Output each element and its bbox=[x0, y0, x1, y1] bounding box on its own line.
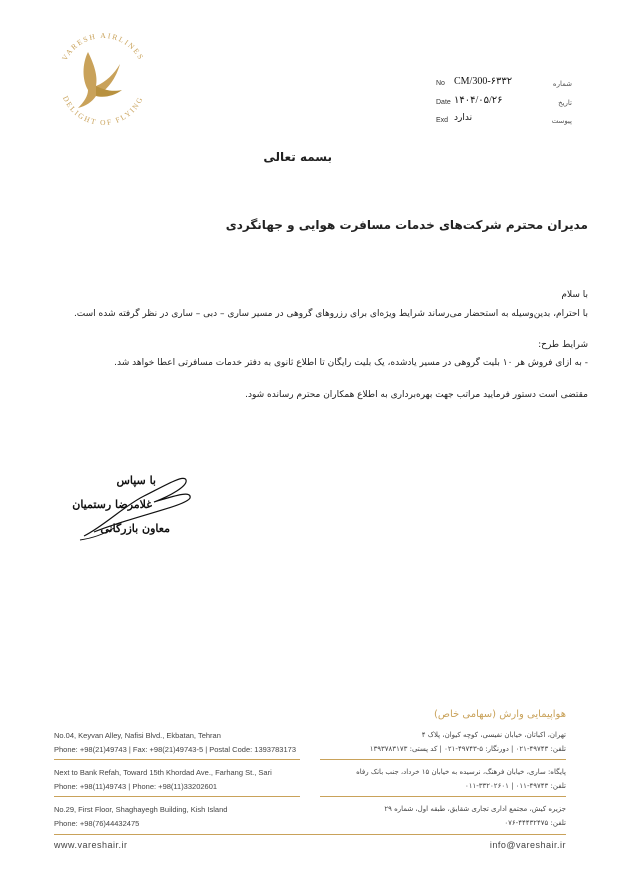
greeting: با سلام bbox=[561, 290, 588, 300]
date-row bbox=[436, 95, 572, 113]
office-sari-phones-fa: تلفن: ۴۹۷۴۳-۰۱۱ | ۳۳۲۰۲۶۰۱-۰۱۱ bbox=[464, 782, 566, 790]
office-tehran-address-fa: تهران، اکباتان، خیابان نفیسی، کوچه کیوان، پلاک ۴ bbox=[421, 731, 566, 739]
condition-1: - به ازای فروش هر ۱۰ بلیت گروهی در مسیر یادشده، یک بلیت رایگان تا اطلاع ثانوی به دفتر خدمات مسافرتی اعطا خواهد شد. bbox=[114, 358, 588, 368]
footer-divider bbox=[320, 759, 566, 760]
letter-number-row bbox=[436, 76, 572, 94]
signatory-name: غلامرضا رستمیان bbox=[72, 498, 152, 511]
signature-block bbox=[72, 470, 208, 550]
company-name: هواپیمایی وارش (سهامی خاص) bbox=[434, 709, 566, 720]
attachment-label-en: Exd bbox=[436, 117, 449, 124]
office-tehran-address-en: No.04, Keyvan Alley, Nafisi Blvd., Ekbatan, Tehran bbox=[54, 731, 221, 740]
email-link[interactable]: info@vareshair.ir bbox=[489, 840, 566, 850]
addressee: مدیران محترم شرکت‌های خدمات مسافرت هوایی و جهانگردی bbox=[225, 218, 588, 232]
attachment-value: ندارد bbox=[454, 113, 473, 123]
letter-date: ۱۴۰۴/۰۵/۲۶ bbox=[454, 95, 503, 106]
office-tehran-phones-en: Phone: +98(21)49743 | Fax: +98(21)49743-5 | Postal Code: 1393783173 bbox=[54, 745, 296, 754]
number-label-fa: شماره bbox=[552, 80, 572, 88]
footer-divider bbox=[54, 796, 300, 797]
closing-paragraph: مقتضی است دستور فرمایید مراتب جهت بهره‌برداری به اطلاع همکاران محترم رسانده شود. bbox=[245, 390, 588, 400]
date-label-fa: تاریخ bbox=[558, 99, 572, 107]
bird-icon bbox=[78, 52, 120, 108]
website-link[interactable]: www.vareshair.ir bbox=[54, 840, 128, 850]
footer-divider bbox=[320, 796, 566, 797]
letter-number: CM/300-۶۳۳۲ bbox=[454, 76, 513, 87]
office-sari-phones-en: Phone: +98(11)49743 | Phone: +98(11)33202601 bbox=[54, 782, 218, 791]
office-sari-address-en: Next to Bank Refah, Toward 15th Khordad Ave., Farhang St., Sari bbox=[54, 768, 272, 777]
basmala-heading: بسمه تعالی bbox=[263, 150, 332, 164]
office-kish-address-fa: جزیره کیش، مجتمع اداری تجاری شقایق، طبقه اول، شماره ۲۹ bbox=[384, 805, 566, 813]
footer-bottom-rule bbox=[54, 834, 566, 835]
office-kish-phones-en: Phone: +98(76)44432475 bbox=[54, 819, 140, 828]
office-sari-address-fa: پایگاه: ساری، خیابان فرهنگ، نرسیده به خیابان ۱۵ خرداد، جنب بانک رفاه bbox=[356, 768, 566, 776]
number-label-en: No bbox=[436, 80, 445, 87]
paragraph-1: با احترام، بدین‌وسیله به استحضار می‌رساند شرایط ویژه‌ای برای رزروهای گروهی در مسیر ساری – دبی – ساری در نظر گرفته شده است. bbox=[73, 309, 588, 319]
footer-divider bbox=[54, 759, 300, 760]
office-tehran-phones-fa: تلفن: ۴۹۷۴۳-۰۲۱ | دورنگار: ۵-۴۹۷۴۳-۰۲۱ | کد پستی: ۱۳۹۳۷۸۳۱۷۳ bbox=[369, 745, 566, 753]
office-kish-phones-fa: تلفن: ۴۴۴۳۲۴۷۵-۰۷۶ bbox=[504, 819, 566, 827]
signatory-title: معاون بازرگانی bbox=[100, 522, 170, 535]
varesh-airlines-logo bbox=[48, 24, 158, 134]
svg-text:VARESH AIRLINES: VARESH AIRLINES bbox=[59, 30, 147, 63]
conditions-title: شرایط طرح: bbox=[538, 340, 588, 350]
attachment-label-fa: پیوست bbox=[551, 117, 572, 125]
attachment-row bbox=[436, 113, 572, 131]
office-kish-address-en: No.29, First Floor, Shaghayegh Building, Kish Island bbox=[54, 805, 228, 814]
date-label-en: Date bbox=[436, 99, 451, 106]
signature-thanks: با سپاس bbox=[116, 474, 156, 487]
svg-text:DELIGHT OF FLYING: DELIGHT OF FLYING bbox=[60, 94, 146, 128]
